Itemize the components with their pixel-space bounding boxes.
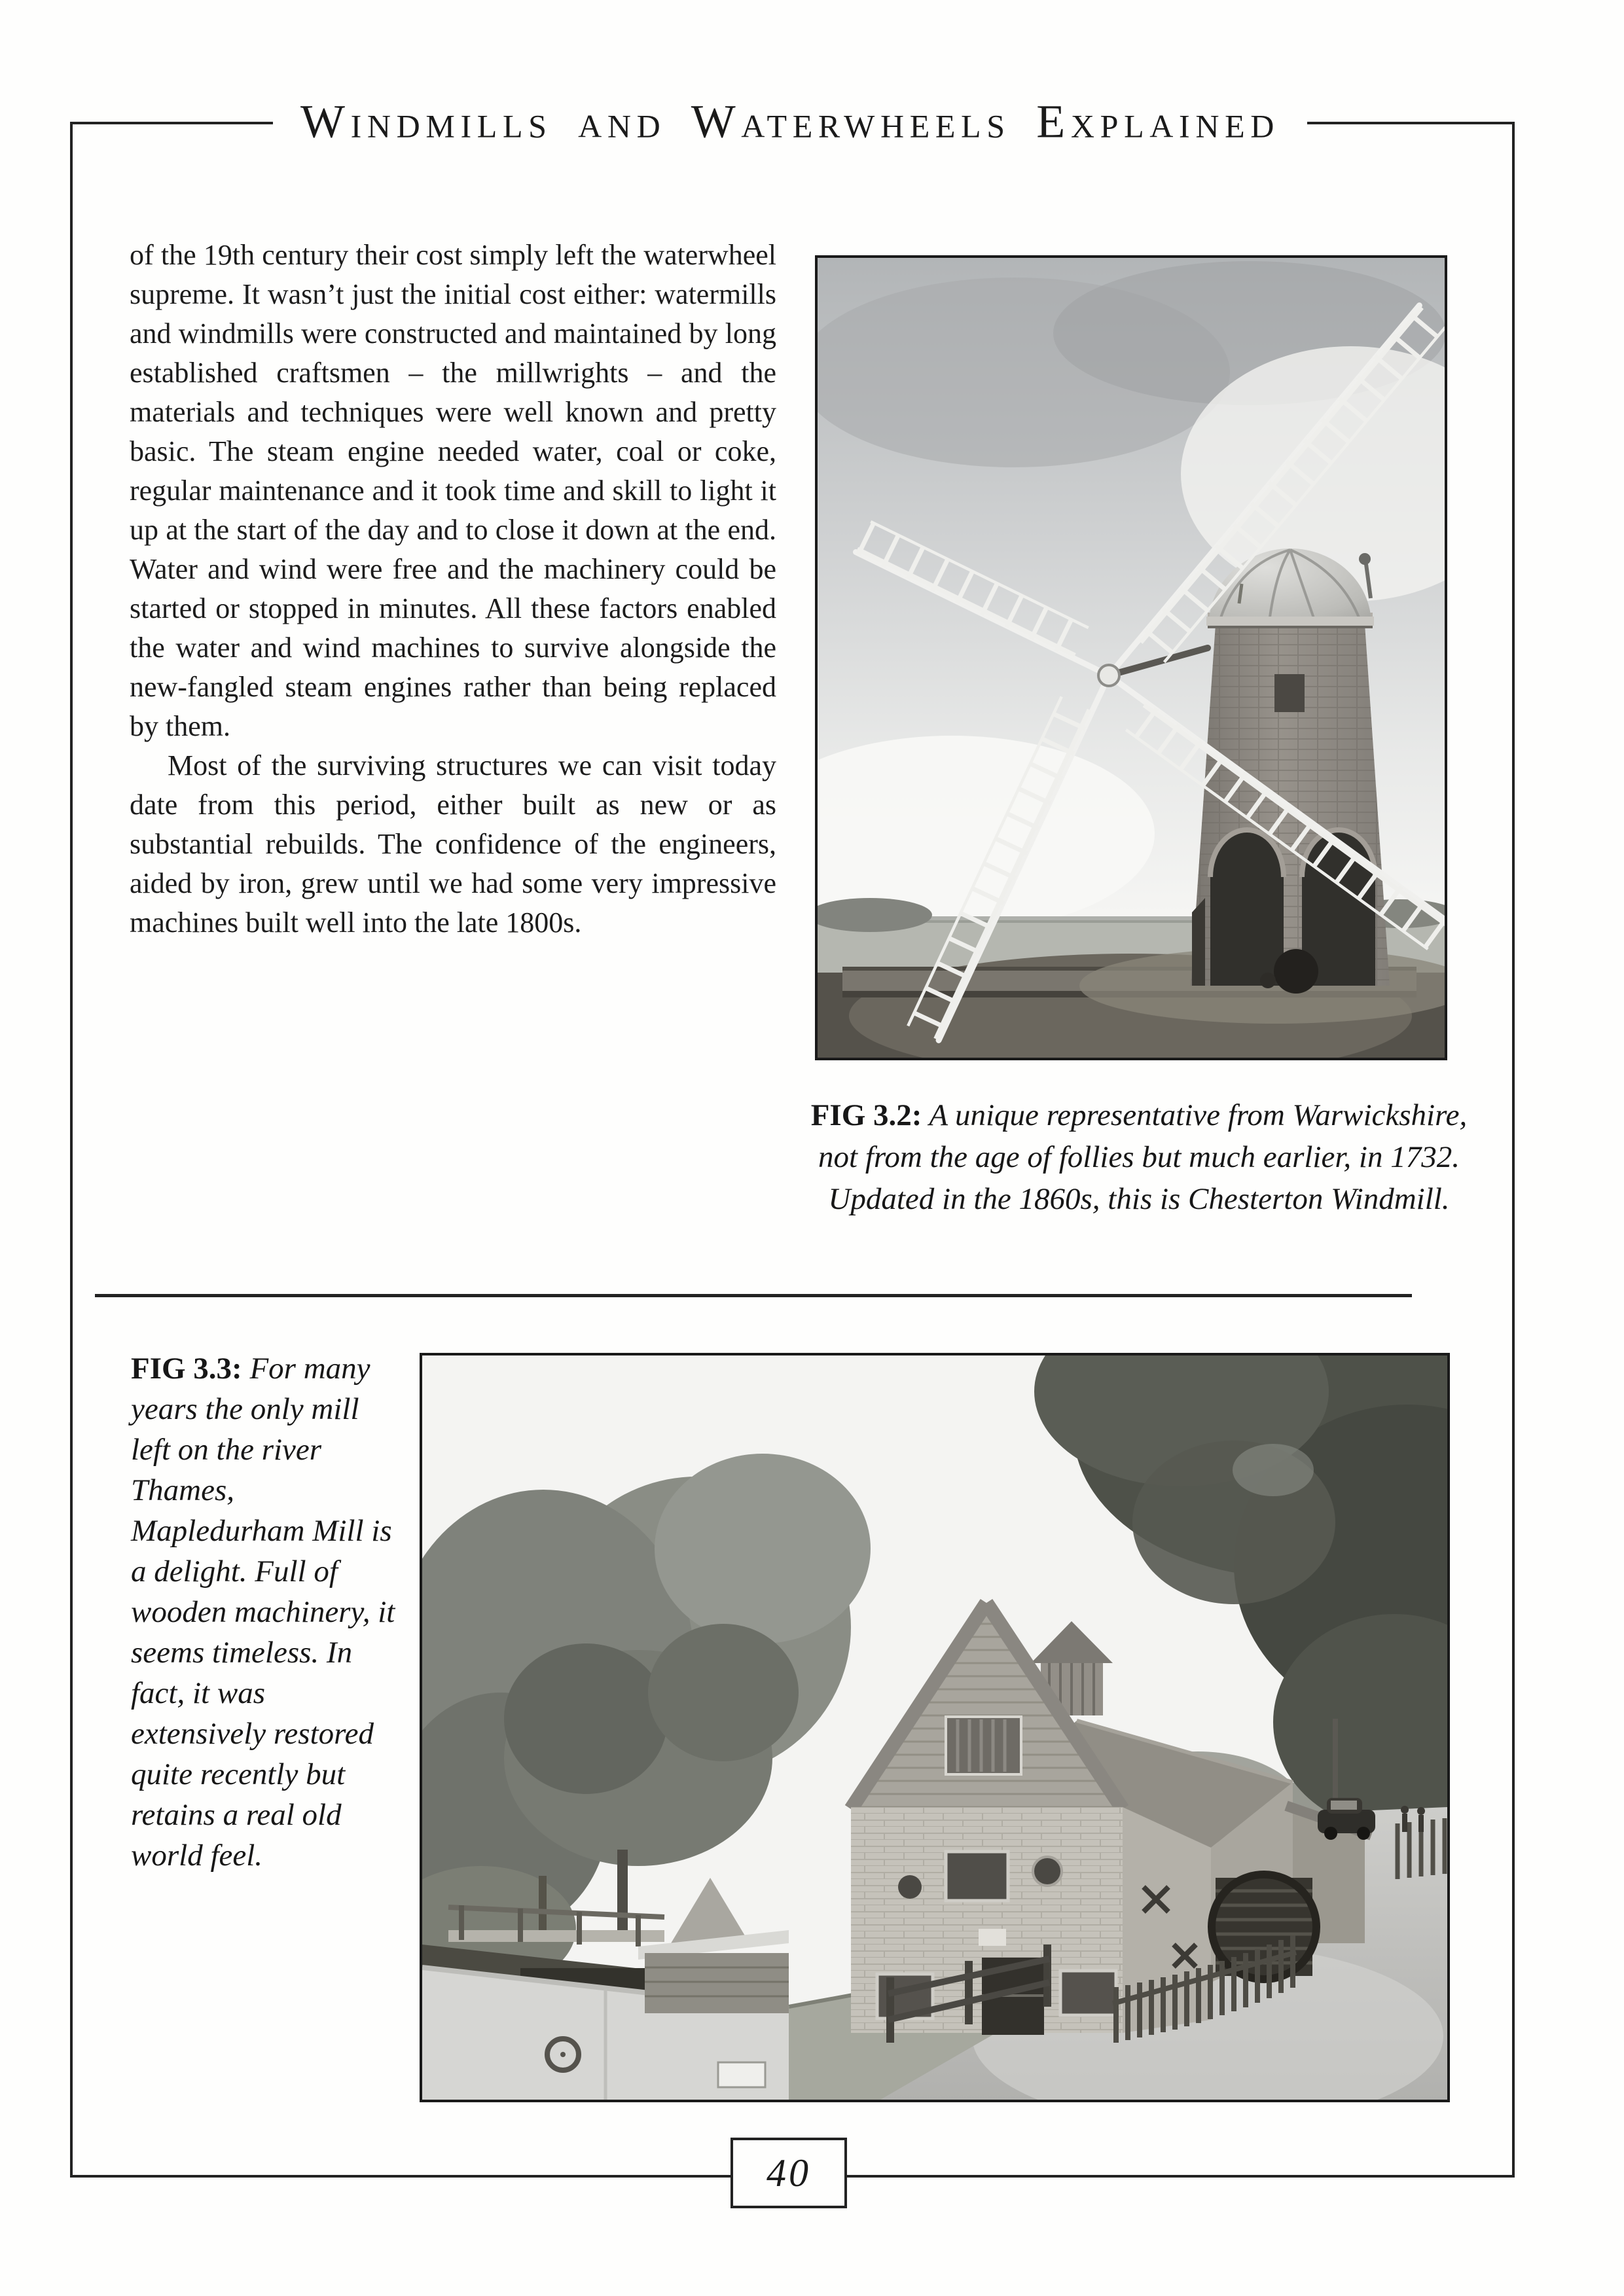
fig-3-2-caption-text: A unique representative from Warwickshire, not from the age of follies but much earlier, in 1732. Updated in the 1860s, this is Chesterton Windmill. — [818, 1098, 1468, 1216]
page-number: 40 — [767, 2151, 811, 2195]
windmill-tower — [1191, 613, 1390, 994]
fig-3-2-label: FIG 3.2: — [810, 1098, 922, 1132]
chesterton-windmill-photo — [815, 255, 1447, 1060]
fig-3-2-caption — [802, 1094, 1476, 1220]
body-text-column — [130, 236, 776, 942]
body-paragraph: of the 19th century their cost simply left the waterwheel supreme. It wasn’t just the initial cost either: watermills and windmills were constructed and maintained by long established craftsmen – the millwrights – and the materials and techniques were well known and pretty basic. The steam engine needed water, coal or coke, regular maintenance and it took time and skill to light it up at the start of the day and to close it down at the end. Water and wind were free and the machinery could be started or stopped in minutes. All these factors enabled the water and wind machines to survive alongside the new-fangled steam engines rather than being replaced by them. — [130, 239, 776, 742]
page-number-box — [731, 2138, 847, 2208]
mapledurham-mill-photo — [420, 1353, 1450, 2102]
windmill-photo-art — [818, 258, 1445, 1058]
mill-photo-art — [422, 1355, 1447, 2100]
fig-3-3-caption-text: For many years the only mill left on the river Thames, Mapledurham Mill is a delight. Full of wooden machinery, it seems timeless. In fact, it was extensively restored quite recently but retains a real old world feel. — [131, 1352, 395, 1873]
fig-3-3-caption — [131, 1348, 398, 1876]
fig-3-3-label: FIG 3.3: — [131, 1352, 242, 1386]
page-title: Windmills and Waterwheels Explained — [273, 95, 1307, 149]
body-paragraph: Most of the surviving structures we can visit today date from this period, either built as new or as substantial rebuilds. The confidence of the engineers, aided by iron, grew until we had some very impressive machines built well into the late 1800s. — [130, 749, 776, 939]
section-divider-rule — [95, 1294, 1412, 1297]
